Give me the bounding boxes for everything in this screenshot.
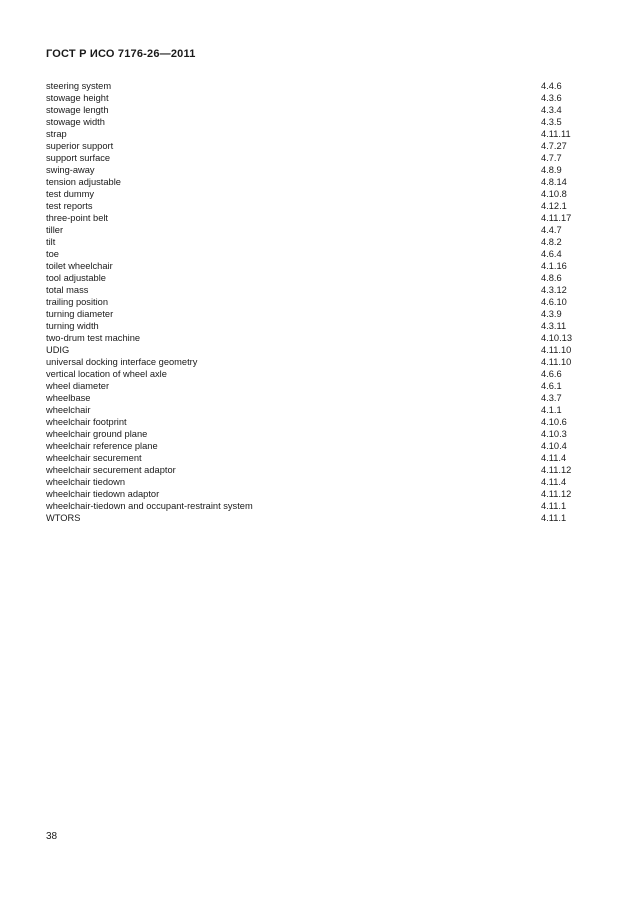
index-term: wheel diameter [46, 381, 110, 391]
index-clause-ref: 4.10.8 [541, 189, 567, 199]
index-term: support surface [46, 153, 111, 163]
index-term: WTORS [46, 513, 81, 523]
index-clause-ref: 4.6.10 [541, 297, 567, 307]
index-entry [46, 104, 586, 116]
index-clause-ref: 4.12.1 [541, 201, 567, 211]
index-clause-ref: 4.10.3 [541, 429, 567, 439]
index-entry [46, 116, 586, 128]
index-term: wheelchair securement adaptor [46, 465, 176, 475]
index-entry [46, 416, 586, 428]
index-term: superior support [46, 141, 114, 151]
index-term: tool adjustable [46, 273, 106, 283]
index-entry [46, 332, 586, 344]
index-clause-ref: 4.8.9 [541, 165, 562, 175]
index-clause-ref: 4.11.10 [541, 357, 572, 367]
index-term: toilet wheelchair [46, 261, 113, 271]
index-clause-ref: 4.7.7 [541, 153, 562, 163]
index-entry [46, 140, 586, 152]
index-entry [46, 152, 586, 164]
index-entry [46, 464, 586, 476]
index-term: vertical location of wheel axle [46, 369, 167, 379]
index-entry [46, 392, 586, 404]
index-clause-ref: 4.11.17 [541, 213, 572, 223]
index-clause-ref: 4.8.2 [541, 237, 562, 247]
index-entry [46, 260, 586, 272]
index-entry [46, 368, 586, 380]
index-entry [46, 500, 586, 512]
index-term: test reports [46, 201, 93, 211]
index-entry [46, 488, 586, 500]
index-clause-ref: 4.7.27 [541, 141, 567, 151]
index-term: swing-away [46, 165, 95, 175]
index-term: toe [46, 249, 59, 259]
index-clause-ref: 4.11.12 [541, 489, 572, 499]
index-entry [46, 248, 586, 260]
index-term: tiller [46, 225, 64, 235]
index-clause-ref: 4.1.16 [541, 261, 567, 271]
index-entry [46, 188, 586, 200]
index-term: wheelchair reference plane [46, 441, 158, 451]
index-entry [46, 284, 586, 296]
index-term: turning width [46, 321, 99, 331]
index-term: wheelchair ground plane [46, 429, 148, 439]
index-clause-ref: 4.3.4 [541, 105, 562, 115]
index-term: three-point belt [46, 213, 109, 223]
index-entry [46, 320, 586, 332]
index-term: wheelchair securement [46, 453, 142, 463]
index-term: wheelchair tiedown [46, 477, 126, 487]
index-entry [46, 344, 586, 356]
index-term: test dummy [46, 189, 95, 199]
index-clause-ref: 4.11.4 [541, 477, 567, 487]
index-clause-ref: 4.6.6 [541, 369, 562, 379]
index-clause-ref: 4.11.4 [541, 453, 567, 463]
index-clause-ref: 4.11.10 [541, 345, 572, 355]
index-entry [46, 272, 586, 284]
index-entry [46, 380, 586, 392]
index-clause-ref: 4.11.1 [541, 501, 567, 511]
index-clause-ref: 4.6.4 [541, 249, 562, 259]
index-entry [46, 512, 586, 524]
index-term: total mass [46, 285, 89, 295]
index-entry [46, 176, 586, 188]
index-clause-ref: 4.11.1 [541, 513, 567, 523]
index-term: wheelbase [46, 393, 91, 403]
index-entry [46, 80, 586, 92]
index-entry [46, 428, 586, 440]
index-clause-ref: 4.3.9 [541, 309, 562, 319]
index-clause-ref: 4.1.1 [541, 405, 562, 415]
index-clause-ref: 4.4.6 [541, 81, 562, 91]
index-entry [46, 476, 586, 488]
index-clause-ref: 4.10.13 [541, 333, 573, 343]
index-entry [46, 296, 586, 308]
index-entry [46, 128, 586, 140]
index-entry [46, 224, 586, 236]
index-entry [46, 164, 586, 176]
index-clause-ref: 4.3.11 [541, 321, 567, 331]
index-entry [46, 452, 586, 464]
index-clause-ref: 4.11.12 [541, 465, 572, 475]
index-clause-ref: 4.3.7 [541, 393, 562, 403]
index-term: tilt [46, 237, 56, 247]
alphabetical-index [46, 80, 586, 524]
index-entry [46, 404, 586, 416]
index-term: trailing position [46, 297, 109, 307]
index-entry [46, 236, 586, 248]
index-term: universal docking interface geometry [46, 357, 198, 367]
page-number: 38 [46, 831, 58, 842]
index-term: strap [46, 129, 67, 139]
index-clause-ref: 4.8.14 [541, 177, 567, 187]
index-term: tension adjustable [46, 177, 121, 187]
index-clause-ref: 4.3.6 [541, 93, 562, 103]
index-entry [46, 356, 586, 368]
index-term: steering system [46, 81, 112, 91]
index-clause-ref: 4.6.1 [541, 381, 562, 391]
index-clause-ref: 4.4.7 [541, 225, 562, 235]
index-term: wheelchair tiedown adaptor [46, 489, 160, 499]
index-clause-ref: 4.8.6 [541, 273, 562, 283]
index-entry [46, 308, 586, 320]
index-term: two-drum test machine [46, 333, 141, 343]
index-entry [46, 92, 586, 104]
index-clause-ref: 4.3.12 [541, 285, 567, 295]
document-header: ГОСТ Р ИСО 7176-26—2011 [46, 48, 196, 60]
index-term: UDIG [46, 345, 70, 355]
index-term: stowage width [46, 117, 105, 127]
index-entry [46, 200, 586, 212]
index-entry [46, 440, 586, 452]
index-term: wheelchair [46, 405, 91, 415]
index-term: wheelchair-tiedown and occupant-restraint system [46, 501, 253, 511]
index-term: stowage length [46, 105, 109, 115]
index-term: stowage height [46, 93, 109, 103]
index-clause-ref: 4.10.4 [541, 441, 567, 451]
index-term: wheelchair footprint [46, 417, 127, 427]
index-clause-ref: 4.10.6 [541, 417, 567, 427]
index-clause-ref: 4.3.5 [541, 117, 562, 127]
index-entry [46, 212, 586, 224]
index-clause-ref: 4.11.11 [541, 129, 571, 139]
index-term: turning diameter [46, 309, 114, 319]
